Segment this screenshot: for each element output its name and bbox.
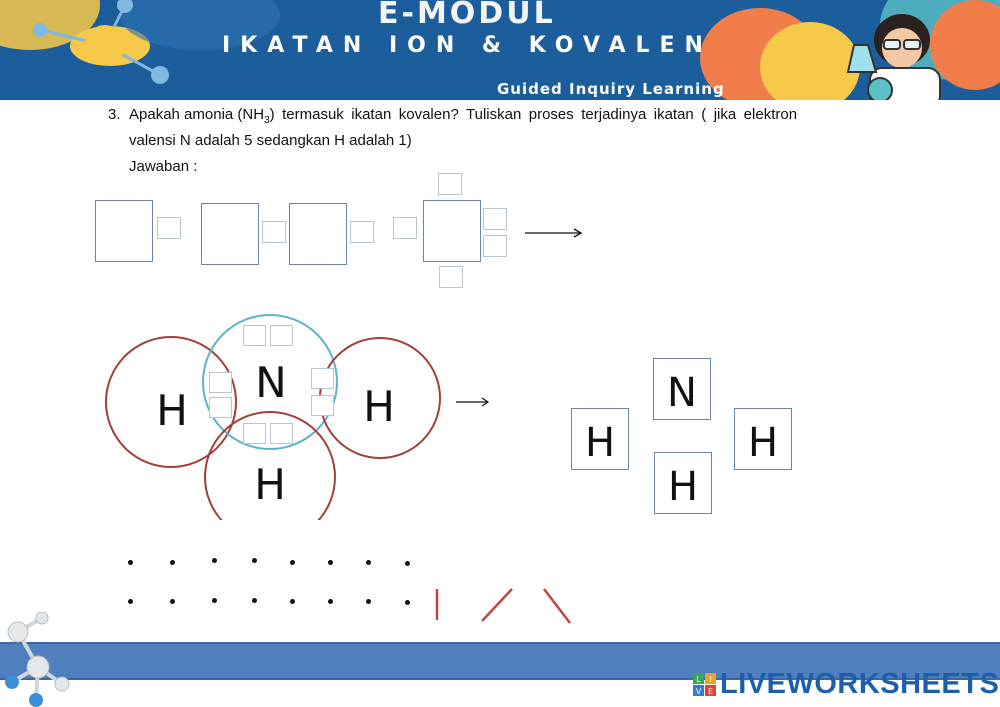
electron-box[interactable]	[483, 235, 507, 257]
answer-box[interactable]	[423, 200, 481, 262]
question-line-1	[129, 106, 915, 126]
header-tagline: Guided Inquiry Learning	[497, 80, 725, 98]
question-line-2: valensi N adalah 5 sedangkan H adalah 1)	[129, 132, 412, 149]
question-number: 3.	[108, 106, 121, 123]
reaction-arrow-icon	[524, 226, 584, 240]
question-subscript: 3	[264, 115, 270, 126]
question-line-1-a: Apakah amonia (NH	[129, 106, 265, 123]
product-h-bottom: H	[667, 464, 699, 510]
electron-dot[interactable]	[328, 599, 333, 604]
electron-dot[interactable]	[212, 598, 217, 603]
answer-box[interactable]	[201, 203, 259, 265]
bond-line-diagonal-right[interactable]	[482, 589, 512, 621]
electron-box[interactable]	[243, 325, 266, 346]
molecule-footer-icon	[0, 612, 80, 707]
electron-box[interactable]	[439, 266, 463, 288]
reaction-arrow-icon	[455, 395, 491, 409]
electron-box[interactable]	[393, 217, 417, 239]
question-line-1-b: ) termasuk ikatan kovalen? Tuliskan proses terjadinya ikatan ( jika elektron	[269, 106, 798, 123]
electron-box[interactable]	[262, 221, 286, 243]
electron-box[interactable]	[209, 372, 232, 393]
header-title: E-MODUL	[378, 0, 556, 31]
molecule-decor-icon	[0, 0, 230, 100]
bond-lines	[430, 585, 580, 627]
electron-dot[interactable]	[252, 558, 257, 563]
electron-dot[interactable]	[252, 598, 257, 603]
atom-h-bottom: H	[254, 460, 286, 509]
electron-box[interactable]	[270, 325, 293, 346]
product-n: N	[667, 370, 697, 416]
electron-box[interactable]	[438, 173, 462, 195]
electron-dot[interactable]	[366, 560, 371, 565]
electron-dot[interactable]	[328, 560, 333, 565]
electron-box[interactable]	[270, 423, 293, 444]
electron-dot[interactable]	[290, 560, 295, 565]
product-h-left: H	[584, 420, 616, 466]
liveworksheets-logo-icon	[693, 673, 717, 697]
liveworksheets-brand[interactable]: LIVEWORKSHEETS	[720, 668, 1000, 700]
badge-letter: V	[695, 687, 702, 696]
electron-box[interactable]	[157, 217, 181, 239]
atom-n: N	[255, 358, 287, 407]
electron-dot[interactable]	[212, 558, 217, 563]
electron-dot[interactable]	[290, 599, 295, 604]
answer-label: Jawaban :	[129, 158, 198, 175]
header-banner	[0, 0, 1000, 100]
atom-h-right: H	[363, 382, 395, 431]
electron-box[interactable]	[209, 397, 232, 418]
electron-box[interactable]	[311, 395, 334, 416]
badge-letter: E	[707, 687, 714, 696]
badge-letter: L	[696, 675, 701, 684]
scientist-icon	[840, 10, 950, 100]
electron-dot[interactable]	[170, 560, 175, 565]
answer-box[interactable]	[289, 203, 347, 265]
electron-box[interactable]	[311, 368, 334, 389]
electron-box[interactable]	[483, 208, 507, 230]
answer-box[interactable]	[95, 200, 153, 262]
atom-h-left: H	[156, 386, 188, 435]
bond-line-diagonal-left[interactable]	[544, 589, 570, 623]
electron-dot[interactable]	[405, 561, 410, 566]
header-subtitle: IKATAN ION & KOVALEN	[222, 33, 713, 58]
electron-dot[interactable]	[405, 600, 410, 605]
electron-dot[interactable]	[128, 560, 133, 565]
electron-box[interactable]	[350, 221, 374, 243]
electron-dot[interactable]	[366, 599, 371, 604]
electron-dot[interactable]	[128, 599, 133, 604]
product-h-right: H	[747, 420, 779, 466]
electron-box[interactable]	[243, 423, 266, 444]
badge-letter: I	[709, 675, 712, 684]
electron-dot[interactable]	[170, 599, 175, 604]
